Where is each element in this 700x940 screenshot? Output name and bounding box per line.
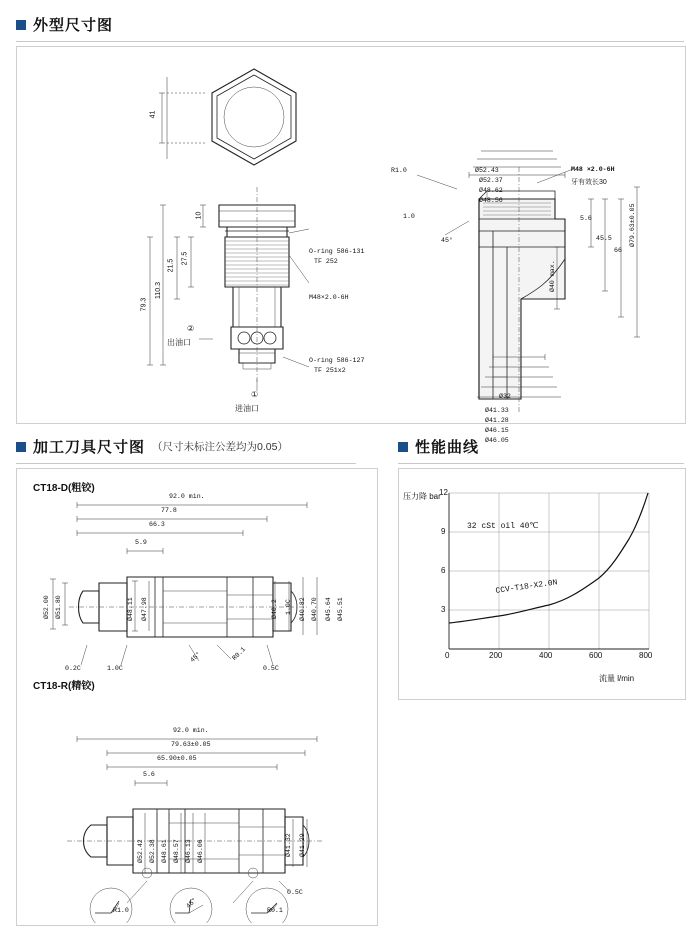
dim-sec-46-05: Ø46.05 bbox=[485, 437, 509, 444]
dim-r-65-90: 65.90±0.05 bbox=[157, 755, 197, 762]
dim-side-21-5: 21.5 bbox=[167, 258, 175, 273]
label-port-in: 进油口 bbox=[235, 404, 259, 413]
dim-d-5-9: 5.9 bbox=[135, 539, 147, 546]
dim-r-48-61: Ø48.61 bbox=[161, 839, 168, 863]
chart-ytick-6: 6 bbox=[441, 566, 446, 575]
dim-d-66-3: 66.3 bbox=[149, 521, 165, 528]
dim-d-47-98: Ø47.98 bbox=[141, 597, 148, 621]
dim-r-41-32: Ø41.32 bbox=[285, 833, 292, 857]
dim-r-52-42: Ø52.42 bbox=[137, 839, 144, 863]
chart-xtick-200: 200 bbox=[489, 651, 503, 660]
section-title-performance: 性能曲线 bbox=[415, 439, 480, 456]
dim-d-1-0c-right: 1.0C bbox=[285, 599, 292, 615]
label-port-out: 出油口 bbox=[167, 338, 191, 347]
tooling-drawing-panel bbox=[16, 468, 378, 926]
callout-tf252: TF 252 bbox=[314, 258, 338, 265]
note-r1-0: R1.0 bbox=[391, 167, 407, 174]
chart-xtick-800: 800 bbox=[639, 651, 653, 660]
section-header-dimensions bbox=[16, 14, 684, 42]
dim-sec-5-6: 5.6 bbox=[580, 215, 592, 222]
label-port-out-number: ② bbox=[187, 324, 195, 333]
section-marker-icon bbox=[398, 442, 408, 452]
note-d-45deg: 45° bbox=[189, 650, 203, 664]
dim-d-92min: 92.0 min. bbox=[169, 493, 205, 500]
dim-sec-48-56: Ø48.56 bbox=[479, 197, 503, 204]
dim-side-10: 10 bbox=[195, 211, 203, 220]
callout-oring-586-131: O-ring 586-131 bbox=[309, 248, 365, 255]
section-header-tooling bbox=[16, 436, 356, 464]
tool-title-ct18-d: CT18-D(粗铰) bbox=[33, 483, 95, 494]
divider bbox=[16, 41, 684, 42]
note-thread-spec: M48 ×2.0-6H bbox=[571, 166, 615, 173]
dim-sec-52-43: Ø52.43 bbox=[475, 167, 499, 174]
dim-r-5-6: 5.6 bbox=[143, 771, 155, 778]
dim-sec-46-15: Ø46.15 bbox=[485, 427, 509, 434]
callout-thread-m48: M48×2.0-6H bbox=[309, 294, 349, 301]
chart-ytick-3: 3 bbox=[441, 605, 446, 614]
dim-d-52-00: Ø52.00 bbox=[43, 595, 50, 619]
note-d-r0-1: R0.1 bbox=[231, 645, 248, 662]
dim-d-40-2: Ø40.2 bbox=[271, 599, 278, 619]
performance-chart-panel bbox=[398, 468, 686, 700]
dim-r-46-06: Ø46.06 bbox=[197, 839, 204, 863]
note-r-detail-45: 45° bbox=[185, 896, 199, 910]
dim-side-27-5: 27.5 bbox=[181, 251, 189, 266]
divider bbox=[16, 463, 356, 464]
note-thread-length: 牙有效长30 bbox=[571, 179, 607, 186]
dim-d-48-11: Ø48.11 bbox=[127, 597, 134, 621]
note-d-1-0c: 1.0C bbox=[107, 665, 123, 672]
note-chamfer-1-0: 1.0 bbox=[403, 213, 415, 220]
outline-drawing-svg bbox=[17, 47, 683, 421]
dim-r-79-63: 79.63±0.05 bbox=[171, 741, 211, 748]
dim-r-92min: 92.0 min. bbox=[173, 727, 209, 734]
chart-annotation-oil: 32 cSt oil 40℃ bbox=[467, 522, 539, 531]
chart-xtick-600: 600 bbox=[589, 651, 603, 660]
chart-ylabel: 压力降 bar bbox=[403, 492, 441, 501]
chart-ytick-9: 9 bbox=[441, 527, 446, 536]
outline-drawing-panel bbox=[16, 46, 686, 444]
dim-d-45-51: Ø45.51 bbox=[337, 597, 344, 621]
callout-tf251x2: TF 251x2 bbox=[314, 367, 346, 374]
callout-oring-586-127: O-ring 586-127 bbox=[309, 357, 365, 364]
dim-d-77-8: 77.8 bbox=[161, 507, 177, 514]
dim-sec-40max: Ø40 max. bbox=[549, 260, 556, 292]
chart-xtick-400: 400 bbox=[539, 651, 553, 660]
dim-d-40-82: Ø40.82 bbox=[299, 597, 306, 621]
dim-side-79-3: 79.3 bbox=[140, 297, 148, 312]
dim-sec-48-62: Ø48.62 bbox=[479, 187, 503, 194]
chart-xtick-0: 0 bbox=[445, 651, 450, 660]
note-r-detail-r1-0: R1.0 bbox=[113, 907, 129, 914]
dim-d-40-70: Ø40.70 bbox=[311, 597, 318, 621]
section-marker-icon bbox=[16, 20, 26, 30]
dim-sec-79-63: Ø79.63±0.05 bbox=[629, 203, 636, 247]
dim-sec-41-28: Ø41.28 bbox=[485, 417, 509, 424]
section-title-dimensions: 外型尺寸图 bbox=[33, 17, 114, 34]
dim-side-110-3: 110.3 bbox=[155, 282, 162, 299]
note-d-0-2c: 0.2C bbox=[65, 665, 81, 672]
chart-xlabel: 流量 l/min bbox=[599, 674, 635, 683]
dim-d-45-64: Ø45.64 bbox=[325, 597, 332, 621]
chart-annotation-series: CCV-T18-X2.0N bbox=[495, 578, 559, 596]
dim-r-46-13: Ø46.13 bbox=[185, 839, 192, 863]
section-header-performance bbox=[398, 436, 684, 464]
dim-across-flats: 41 bbox=[149, 110, 157, 119]
note-chamfer-45: 45° bbox=[441, 237, 453, 244]
note-r-detail-r0-1: R0.1 bbox=[267, 907, 283, 914]
note-d-0-5c: 0.5C bbox=[263, 665, 279, 672]
label-port-in-number: ① bbox=[251, 390, 259, 399]
dim-sec-41-33: Ø41.33 bbox=[485, 407, 509, 414]
tooling-drawing-svg bbox=[17, 469, 375, 923]
dim-r-52-38: Ø52.38 bbox=[149, 839, 156, 863]
section-marker-icon bbox=[16, 442, 26, 452]
section-subtitle-tolerance: （尺寸未标注公差均为0.05） bbox=[152, 441, 288, 453]
dim-r-41-29: Ø41.29 bbox=[299, 833, 306, 857]
dim-r-48-57: Ø48.57 bbox=[173, 839, 180, 863]
dim-sec-45-5: 45.5 bbox=[596, 235, 612, 242]
dim-sec-66: 66 bbox=[614, 247, 622, 254]
chart-ytick-12: 12 bbox=[439, 488, 448, 497]
note-r-0-5c: 0.5C bbox=[287, 889, 303, 896]
dim-d-51-80: Ø51.80 bbox=[55, 595, 62, 619]
section-title-tooling: 加工刀具尺寸图 bbox=[33, 439, 146, 456]
dim-sec-32: Ø32 bbox=[499, 393, 511, 400]
dim-sec-52-37: Ø52.37 bbox=[479, 177, 503, 184]
divider bbox=[398, 463, 684, 464]
tool-title-ct18-r: CT18-R(精铰) bbox=[33, 681, 95, 692]
